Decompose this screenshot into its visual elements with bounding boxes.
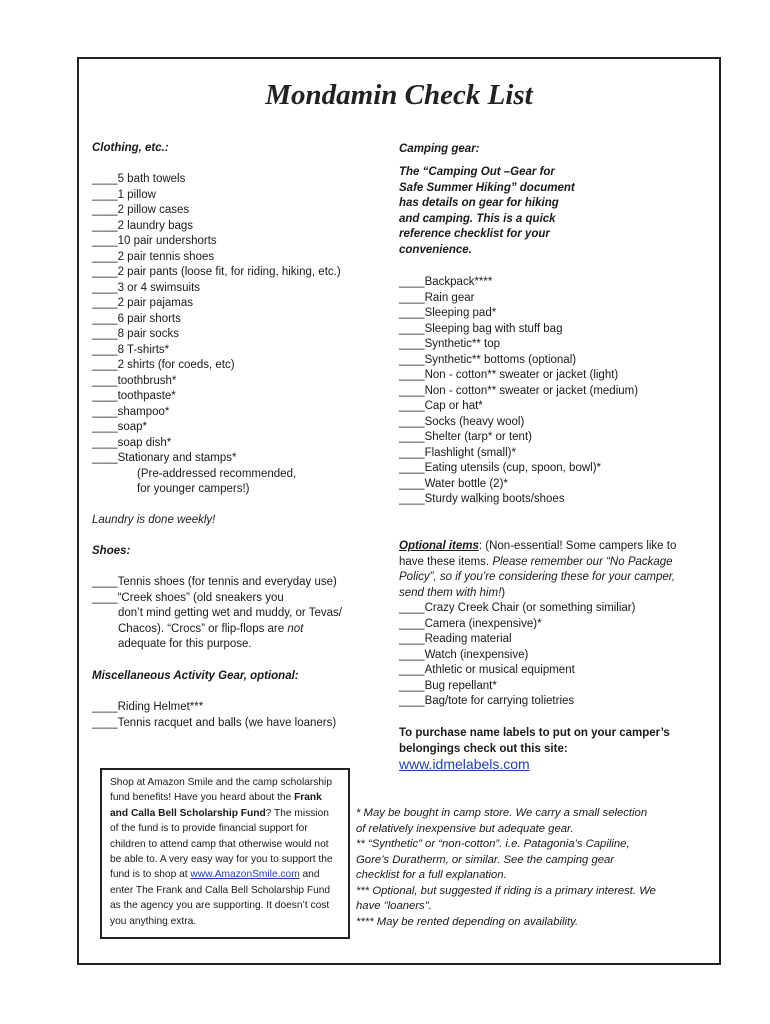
list-item: ____2 pair pajamas xyxy=(92,297,194,309)
checklist-page xyxy=(77,57,721,965)
stationary-note: for younger campers!) xyxy=(137,483,250,495)
list-item: ____Riding Helmet*** xyxy=(92,701,204,713)
list-item: ____Eating utensils (cup, spoon, bowl)* xyxy=(399,462,602,474)
list-item: ____Tennis racquet and balls (we have loaners) xyxy=(92,716,337,729)
shoes-heading: Shoes: xyxy=(92,545,131,557)
stationary-note: (Pre-addressed recommended, xyxy=(137,467,297,480)
footnote: **** May be rented depending on availability. xyxy=(356,915,579,928)
list-item: ____Reading material xyxy=(399,633,512,645)
list-item-cont: adequate for this purpose. xyxy=(118,638,252,650)
footnote: have "loaners". xyxy=(356,900,432,912)
list-item: ____2 pair tennis shoes xyxy=(92,250,215,263)
list-item: ____Non - cotton** sweater or jacket (light) xyxy=(399,369,619,381)
camping-intro xyxy=(399,165,575,258)
amazon-smile-link[interactable]: www.AmazonSmile.com xyxy=(190,869,300,881)
list-item: ____8 T-shirts* xyxy=(92,343,170,356)
optional-list xyxy=(399,601,635,710)
list-item: ____2 pair pants (loose fit, for riding, hiking, etc.) xyxy=(92,266,341,278)
list-item: ____Watch (inexpensive) xyxy=(399,648,529,661)
misc-heading: Miscellaneous Activity Gear, optional: xyxy=(92,670,299,682)
intro-line xyxy=(399,555,711,571)
intro-line: The “Camping Out –Gear for xyxy=(399,166,555,178)
text-span: ) xyxy=(501,586,506,599)
list-item: ____8 pair socks xyxy=(92,328,179,340)
emphasis-text: not xyxy=(287,622,304,635)
list-item: ____Backpack**** xyxy=(399,276,493,288)
footnote: checklist for a full explanation. xyxy=(356,869,507,881)
list-item: ____toothpaste* xyxy=(92,390,176,402)
list-item: ____Athletic or musical equipment xyxy=(399,664,575,676)
list-item: ____2 laundry bags xyxy=(92,219,194,232)
fund-name: Frank and Calla Bell Scholarship Fund xyxy=(110,792,322,819)
list-item: ____Bug repellant* xyxy=(399,679,497,692)
text-span: have these items. xyxy=(399,555,493,568)
camping-list xyxy=(399,275,638,508)
list-item: ____Cap or hat* xyxy=(399,400,483,412)
list-item: ____10 pair undershorts xyxy=(92,235,217,247)
intro-line: reference checklist for your xyxy=(399,228,550,240)
footnote: * May be bought in camp store. We carry a small selection xyxy=(356,807,648,819)
labels-section xyxy=(399,726,670,757)
intro-line: convenience. xyxy=(399,243,472,256)
emphasis-text: send them with him! xyxy=(399,586,502,599)
intro-line: Safe Summer Hiking” document xyxy=(399,181,575,194)
optional-intro xyxy=(399,539,711,601)
list-item: ____Socks (heavy wool) xyxy=(399,415,525,428)
emphasis-text: Please remember our “No Package xyxy=(492,555,673,568)
list-item-cont: don’t mind getting wet and muddy, or Tevas/ xyxy=(118,607,342,619)
list-item: ____5 bath towels xyxy=(92,173,186,185)
list-item: ____Synthetic** bottoms (optional) xyxy=(399,353,577,366)
intro-line: and camping. This is a quick xyxy=(399,212,556,225)
list-item: ____Sturdy walking boots/shoes xyxy=(399,493,565,505)
intro-line xyxy=(399,586,711,602)
list-item: ____6 pair shorts xyxy=(92,312,181,325)
list-item: ____Flashlight (small)* xyxy=(399,446,516,459)
list-item: ____soap dish* xyxy=(92,436,172,449)
intro-line xyxy=(399,539,711,555)
list-item: ____shampoo* xyxy=(92,405,170,418)
footnotes xyxy=(356,806,656,930)
list-item: ____Crazy Creek Chair (or something similiar) xyxy=(399,602,636,614)
amazon-text: ? The mission of the fund is to provide financial support for children to attend camp that otherwise would not be able to. A very easy way for you to support the fund is to shop at xyxy=(110,807,333,881)
list-item: ____soap* xyxy=(92,421,147,433)
optional-heading: Optional items xyxy=(399,540,479,552)
footnote: of relatively inexpensive but adequate gear. xyxy=(356,822,574,835)
intro-line: Policy”, so if you’re considering these for your camper, xyxy=(399,571,676,583)
intro-line: has details on gear for hiking xyxy=(399,197,559,209)
list-item: ____Sleeping bag with stuff bag xyxy=(399,322,563,335)
amazon-text: and enter The Frank and Calla Bell Scholarship Fund as the agency you are supporting. It doesn’t cost you anything extra. xyxy=(110,869,331,927)
list-item: ____2 shirts (for coeds, etc) xyxy=(92,359,235,371)
list-item: ____Shelter (tarp* or tent) xyxy=(399,431,532,443)
footnote: *** Optional, but suggested if riding is a primary interest. We xyxy=(356,884,656,897)
shoes-list xyxy=(92,575,342,653)
list-item: ____1 pillow xyxy=(92,188,156,201)
list-item: ____toothbrush* xyxy=(92,374,177,387)
clothing-list xyxy=(92,172,341,498)
amazon-text: Shop at Amazon Smile and the camp scholarship fund benefits! Have you heard about the xyxy=(110,777,332,804)
list-item: ____Sleeping pad* xyxy=(399,307,497,319)
list-item: ____2 pillow cases xyxy=(92,204,190,216)
list-item: ____Camera (inexpensive)* xyxy=(399,617,542,630)
list-item: ____Bag/tote for carrying tolietries xyxy=(399,695,575,707)
misc-list xyxy=(92,700,336,731)
list-item: ____“Creek shoes” (old sneakers you xyxy=(92,591,284,604)
list-item: ____Stationary and stamps* xyxy=(92,452,237,464)
list-item: ____3 or 4 swimsuits xyxy=(92,281,201,294)
list-item: ____Synthetic** top xyxy=(399,338,501,350)
list-item: ____Non - cotton** sweater or jacket (medium) xyxy=(399,384,639,397)
text-span: Chacos). “Crocs” or flip-flops are xyxy=(118,622,288,635)
laundry-note: Laundry is done weekly! xyxy=(92,514,216,526)
list-item: ____Rain gear xyxy=(399,291,475,304)
idmelabels-link[interactable]: www.idmelabels.com xyxy=(399,756,530,772)
text-span: : (Non-essential! Some campers like to xyxy=(478,540,677,552)
labels-text: To purchase name labels to put on your camper’s xyxy=(399,727,670,739)
footnote: ** “Synthetic” or “non-cotton”. i.e. Patagonia’s Capiline, xyxy=(356,838,630,850)
list-item: ____Water bottle (2)* xyxy=(399,477,508,490)
camping-heading: Camping gear: xyxy=(399,143,480,155)
list-item-cont xyxy=(92,622,342,638)
page-title: Mondamin Check List xyxy=(265,79,533,111)
footnote: Gore’s Duratherm, or similar. See the camping gear xyxy=(356,853,615,866)
list-item: ____Tennis shoes (for tennis and everyday use) xyxy=(92,576,337,588)
clothing-heading: Clothing, etc.: xyxy=(92,142,169,154)
labels-text: belongings check out this site: xyxy=(399,742,568,755)
amazon-smile-box xyxy=(100,768,350,939)
